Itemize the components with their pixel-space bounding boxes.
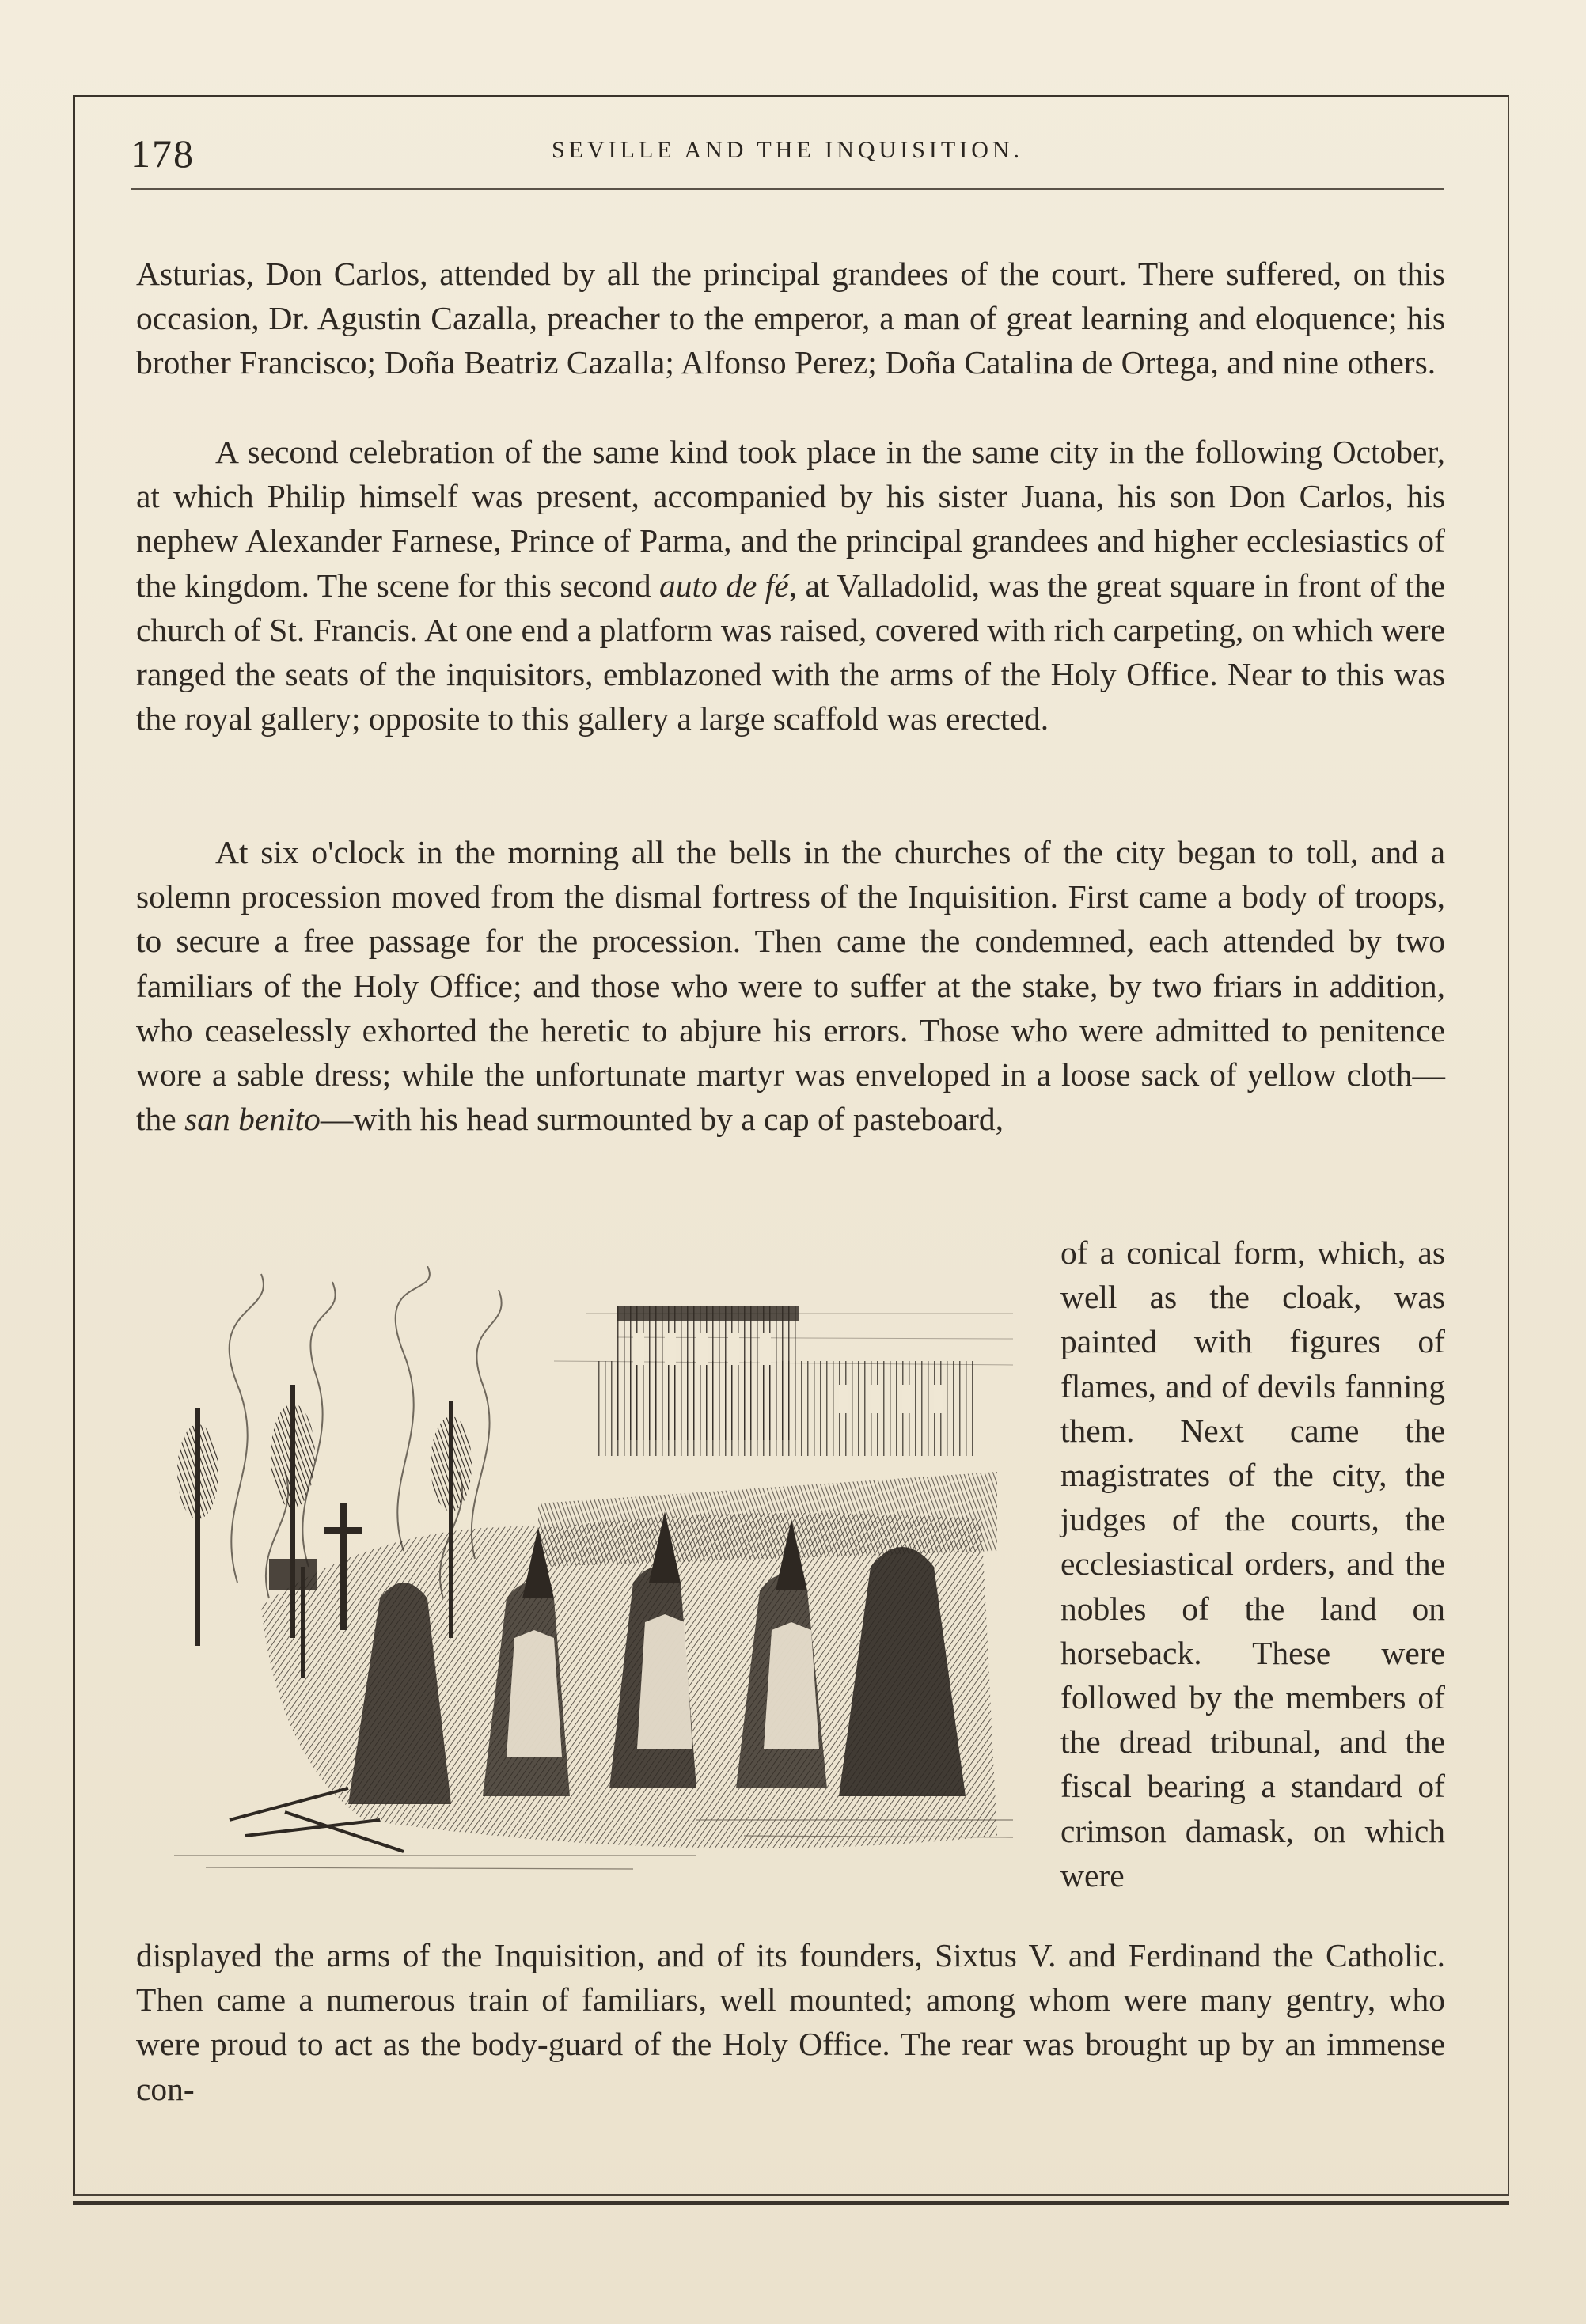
paragraph-3-text-a: At six o'clock in the morning all the bells in the churches of the city began to toll, and a solemn procession moved from the dismal fortress of the Inquisition. First came a body of troops, to secure a free passage for the procession. Then came the condemned, each attended by two familiars of the Holy Office; and those who were to suffer at the stake, by two friars in addition, who ceaselessly exhorted the heretic to abjure his errors. Those who were admitted to penitence wore a sable dress; while the unfortunate martyr was enveloped in a loose sack of yellow cloth—the (136, 834, 1445, 1138)
paragraph-2 (136, 430, 1445, 741)
paragraph-3-right-text: of a conical form, which, as well as the cloak, was painted with figures of flames, and of devils fanning them. Next came the magistrates of the city, the judges of the courts, the ecclesiastical orders, and the nobles of the land on horseback. These were followed by the members of the dread tribunal, and the fiscal bearing a standard of crimson damask, on which were (1060, 1234, 1445, 1894)
header-rule (131, 188, 1444, 190)
palace-building (594, 1306, 973, 1456)
paragraph-1-text: Asturias, Don Carlos, attended by all the principal grandees of the court. There suffered, on this occasion, Dr. Agustin Cazalla, preacher to the emperor, a man of great learning and eloquence; his brother Francisco; Doña Beatriz Cazalla; Alfonso Perez; Doña Catalina de Ortega, and nine others. (136, 256, 1445, 381)
paragraph-2-text-a: A second celebration of the same kind took place in the same city in the following October, at which Philip himself was present, accompanied by his sister Juana, his son Don Carlos, his nephew Alexander Farnese, Prince of Parma, and the principal grandees and higher ecclesiastics of the kingdom. The scene for this second (136, 434, 1445, 604)
running-title: SEVILLE AND THE INQUISITION. (551, 137, 1024, 163)
page-header (131, 131, 1444, 186)
page-number: 178 (131, 131, 195, 176)
paragraph-3-bottom (136, 1933, 1445, 2111)
italic-san-benito: san benito (184, 1101, 321, 1138)
paragraph-3 (136, 830, 1445, 1141)
paragraph-3-right-column (1060, 1230, 1445, 1897)
paragraph-3-bottom-text: displayed the arms of the Inquisition, and of its founders, Sixtus V. and Ferdinand the Catholic. Then came a numerous train of familiars, well mounted; among whom were many gentry, who were proud to act as the body-guard of the Holy Office. The rear was brought up by an immense con- (136, 1937, 1445, 2107)
italic-auto-de-fe: auto de fé (659, 567, 789, 604)
paragraph-2-text-b: , at Valladolid, was the great square in front of the church of St. Francis. At one end a platform was raised, covered with rich carpeting, on which were ranged the seats of the inquisitors, emblazoned with the arms of the Holy Office. Near to this was the royal gallery; opposite to this gallery a large scaffold was erected. (136, 567, 1446, 737)
paragraph-3-text-b: —with his head surmounted by a cap of pasteboard, (320, 1101, 1004, 1138)
procession-engraving (142, 1266, 1029, 1883)
paragraph-1 (136, 252, 1445, 385)
bottom-rule (73, 2201, 1509, 2205)
figures-at-stakes (177, 1404, 472, 1519)
